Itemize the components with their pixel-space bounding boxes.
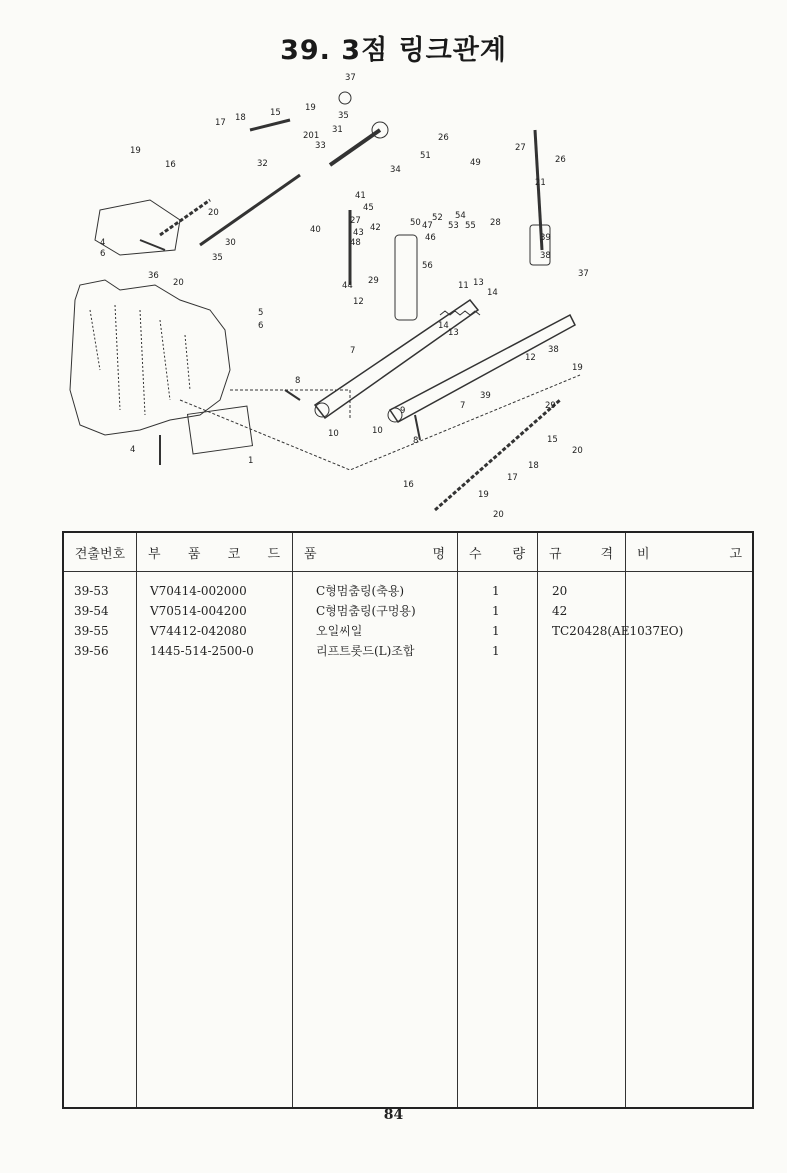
callout-number: 31 [332, 125, 343, 135]
callout-number: 35 [338, 111, 349, 121]
callout-number: 12 [525, 353, 536, 363]
callout-number: 53 [448, 221, 459, 231]
callout-number: 19 [572, 363, 583, 373]
header-text: 명 [432, 546, 445, 562]
cell-code: V70514-004200 [150, 604, 247, 618]
bracket-plate-outline [95, 200, 180, 255]
callout-number: 15 [270, 108, 281, 118]
callout-number: 26 [555, 155, 566, 165]
header-text: 견출번호 [74, 546, 126, 562]
table-row [64, 601, 752, 621]
cell-qty: 1 [492, 644, 500, 658]
callout-number: 34 [390, 165, 401, 175]
callout-number: 6 [258, 321, 264, 331]
callout-number: 8 [413, 436, 419, 446]
callout-number: 20 [572, 446, 583, 456]
callout-number: 19 [130, 146, 141, 156]
exploded-parts-diagram [60, 70, 620, 525]
cell-name: 리프트롯드(L)조합 [316, 644, 415, 658]
callout-number: 19 [305, 103, 316, 113]
callout-number: 36 [148, 271, 159, 281]
callout-number: 20 [173, 278, 184, 288]
diagram-svg [60, 70, 620, 525]
header-text: 품 [304, 546, 317, 562]
cell-code: V70414-002000 [150, 584, 247, 598]
cell-code: 1445-514-2500-0 [150, 644, 254, 658]
callout-number: 38 [548, 345, 559, 355]
callout-number: 13 [473, 278, 484, 288]
table-row [64, 641, 752, 661]
callout-number: 17 [215, 118, 226, 128]
callout-number: 10 [372, 426, 383, 436]
callout-number: 18 [235, 113, 246, 123]
callout-number: 40 [310, 225, 321, 235]
callout-number: 6 [100, 249, 106, 259]
callout-number: 4 [100, 238, 106, 248]
callout-number: 21 [535, 178, 546, 188]
callout-number: 44 [342, 281, 353, 291]
cell-qty: 1 [492, 604, 500, 618]
callout-number: 37 [345, 73, 356, 83]
cell-qty: 1 [492, 624, 500, 638]
callout-number: 18 [528, 461, 539, 471]
header-part-code [136, 539, 292, 565]
callout-number: 29 [545, 401, 556, 411]
header-ref-no [64, 539, 136, 565]
cell-name: C형멈춤링(축용) [316, 584, 405, 598]
callout-number: 51 [420, 151, 431, 161]
cell-name: C형멈춤링(구멍용) [316, 604, 416, 618]
header-text: 고 [729, 546, 742, 562]
callout-number: 5 [258, 308, 264, 318]
callout-number: 33 [315, 141, 326, 151]
header-text: 량 [512, 546, 525, 562]
page-title: 39. 3점 링크관계 [280, 35, 507, 66]
header-text: 품 [187, 546, 201, 562]
callout-number: 26 [438, 133, 449, 143]
header-text: 부 [148, 546, 161, 562]
callout-number: 7 [350, 346, 356, 356]
callout-number: 56 [422, 261, 433, 271]
header-part-name [292, 539, 457, 565]
callout-number: 45 [363, 203, 374, 213]
header-remarks [625, 539, 754, 565]
callout-number: 17 [507, 473, 518, 483]
callout-number: 47 [422, 221, 433, 231]
cell-spec: 20 [552, 584, 568, 598]
callout-number: 43 [353, 228, 364, 238]
callout-number: 7 [460, 401, 466, 411]
callout-number: 12 [353, 297, 364, 307]
callout-number: 39 [540, 233, 551, 243]
cell-spec: TC20428(AE1037EO) [552, 624, 684, 638]
callout-number: 19 [478, 490, 489, 500]
callout-number: 14 [487, 288, 498, 298]
lower-bracket-outline [188, 406, 253, 454]
cell-qty: 1 [492, 584, 500, 598]
callout-number: 30 [225, 238, 236, 248]
callout-number: 38 [540, 251, 551, 261]
callout-number: 27 [350, 216, 361, 226]
cell-name: 오일씨일 [316, 624, 363, 638]
callout-number: 13 [448, 328, 459, 338]
callout-number: 27 [515, 143, 526, 153]
callout-number: 42 [370, 223, 381, 233]
cell-code: V74412-042080 [150, 624, 247, 638]
callout-number: 48 [350, 238, 361, 248]
callout-number: 52 [432, 213, 443, 223]
header-text: 수 [469, 546, 482, 562]
header-text: 코 [227, 546, 241, 562]
callout-number: 9 [400, 406, 406, 416]
callout-number: 4 [130, 445, 136, 455]
callout-number: 35 [212, 253, 223, 263]
callout-number: 46 [425, 233, 436, 243]
table-row [64, 621, 752, 641]
header-text: 비 [637, 546, 650, 562]
cell-ref: 39-54 [74, 604, 109, 618]
header-text: 규 [549, 546, 562, 562]
callout-number: 28 [490, 218, 501, 228]
callout-number: 54 [455, 211, 466, 221]
table-row [64, 581, 752, 601]
callout-number: 16 [403, 480, 414, 490]
callout-number: 15 [547, 435, 558, 445]
header-specification [537, 539, 625, 565]
callout-number: 201 [303, 131, 320, 141]
callout-number: 11 [458, 281, 469, 291]
callout-number: 41 [355, 191, 366, 201]
callout-number: 55 [465, 221, 476, 231]
header-divider [64, 571, 752, 572]
callout-number: 49 [470, 158, 481, 168]
callout-number: 50 [410, 218, 421, 228]
callout-number: 39 [480, 391, 491, 401]
callout-number: 20 [493, 510, 504, 520]
cell-spec: 42 [552, 604, 568, 618]
callout-number: 32 [257, 159, 268, 169]
callout-number: 20 [208, 208, 219, 218]
page-number: 84 [383, 1107, 404, 1123]
callout-number: 14 [438, 321, 449, 331]
callout-number: 10 [328, 429, 339, 439]
callout-number: 29 [368, 276, 379, 286]
callout-number: 16 [165, 160, 176, 170]
cell-ref: 39-53 [74, 584, 109, 598]
callout-number: 1 [248, 456, 254, 466]
header-text: 드 [267, 546, 280, 562]
cell-ref: 39-56 [74, 644, 109, 658]
cell-ref: 39-55 [74, 624, 109, 638]
callout-number: 37 [578, 269, 589, 279]
parts-table [62, 531, 754, 1109]
header-quantity [457, 539, 537, 565]
header-text: 격 [600, 546, 613, 562]
callout-number: 8 [295, 376, 301, 386]
